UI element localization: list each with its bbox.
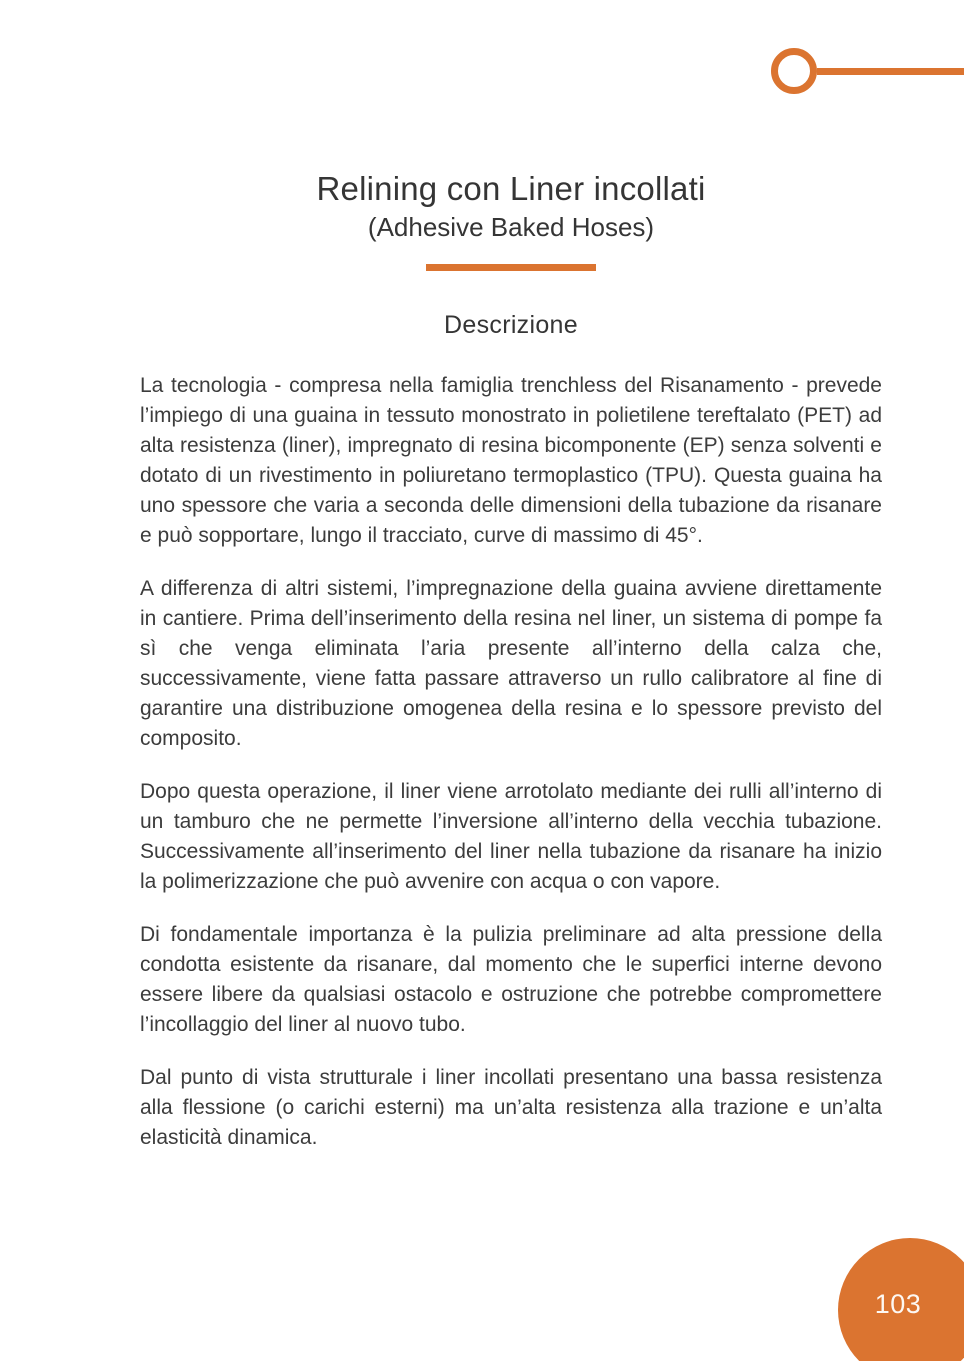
body-paragraph: A differenza di altri sistemi, l’impregnazione della guaina avviene direttamente in cantiere. Prima dell’inserimento della resina nel liner, un sistema di pompe fa sì che venga eliminata l’aria presente all’interno della calza che, successivamente, viene fatta passare attraverso un rullo calibratore al fine di garantire una distribuzione omogenea della resina e lo spessore previsto del composito. — [140, 577, 882, 750]
page-number-badge — [838, 1238, 964, 1361]
body-paragraph: Dal punto di vista strutturale i liner incollati presentano una bassa resistenza alla flessione (o carichi esterni) ma un’alta resistenza alla trazione e un’alta elasticità dinamica. — [140, 1066, 882, 1149]
page-subtitle: (Adhesive Baked Hoses) — [367, 212, 655, 242]
body-paragraph: La tecnologia - compresa nella famiglia trenchless del Risanamento - prevede l’impiego di una guaina in tessuto monostrato in polietilene tereftalato (PET) ad alta resistenza (liner), impregnato di resina bicomponente (EP) senza solventi e dotato di un rivestimento in poliuretano termoplastico (TPU). Questa guaina ha uno spessore che varia a seconda delle dimensioni della tubazione da risanare e può sopportare, lungo il tracciato, curve di massimo di 45°. — [140, 374, 882, 547]
body-paragraph: Dopo questa operazione, il liner viene arrotolato mediante dei rulli all’interno di un tamburo che ne permette l’inversione all’interno della vecchia tubazione. Successivamente all’inserimento del liner nella tubazione da risanare ha inizio la polimerizzazione che può avvenire con acqua o con vapore. — [140, 780, 882, 893]
title-divider — [426, 264, 596, 271]
page-title: Relining con Liner incollati — [316, 170, 706, 207]
section-heading: Descrizione — [444, 311, 578, 339]
page-number: 103 — [874, 1288, 922, 1319]
body-paragraph: Di fondamentale importanza è la pulizia preliminare ad alta pressione della condotta esistente da risanare, dal momento che le superfici interne devono essere libere da qualsiasi ostacolo e ostruzione che potrebbe compromettere l’incollaggio del liner al nuovo tubo. — [140, 923, 882, 1036]
content-column — [140, 0, 882, 1153]
